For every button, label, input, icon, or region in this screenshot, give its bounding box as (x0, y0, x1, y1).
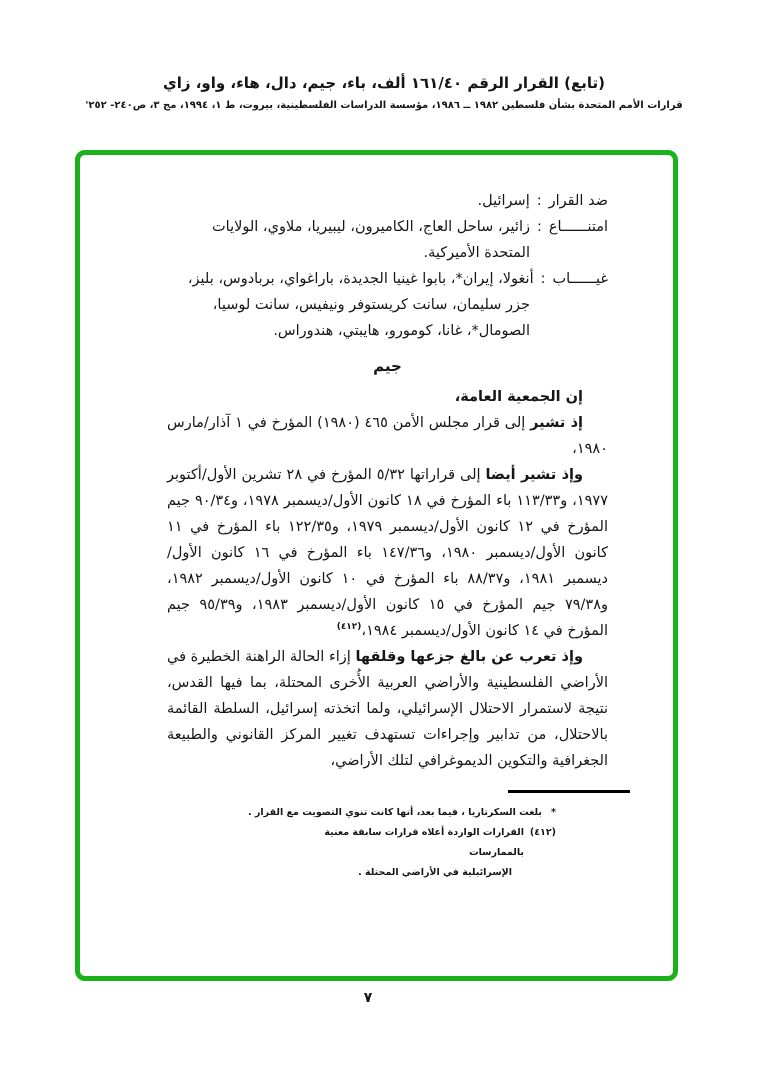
paragraph-text: إلى قرار مجلس الأمن ٤٦٥ (١٩٨٠) المؤرخ في ١ آذار/مارس ١٩٨٠، (167, 415, 608, 457)
paragraph-lead: إن الجمعية العامة، (454, 389, 583, 405)
paragraph-lead: وإذ تعرب عن بالغ جزعها وقلقها (355, 649, 583, 665)
resolution-box (75, 150, 678, 981)
paragraph-assembly (167, 384, 608, 410)
paragraph-lead: وإذ تشير أيضا (485, 467, 583, 483)
paragraph-text: إزاء الحالة الراهنة الخطيرة في الأراضي الفلسطينية والأراضي العربية الأُخرى المحتلة، بما فيها القدس، نتيجة لاستمرار الاحتلال الإسرائيلي، ولما اتخذته إسرائيل، السلطة القائمة بالاحتلال، من تدابير وإجراءات تستهدف تغيير المركز القانوني والطبيعة الجغرافية والتكوين الديموغرافي لتلك الأراضي، (167, 649, 608, 769)
paragraph-recalling-also (167, 462, 608, 644)
vote-against-value: إسرائيل. (477, 193, 530, 209)
resolution-title: (تابع) القرار الرقم ١٦١/٤٠ ألف، باء، جيم، دال، هاء، واو، زاي (162, 74, 606, 92)
source-citation: قرارات الأمم المتحدة بشأن فلسطين ١٩٨٢ ــ ١٩٨٦، مؤسسة الدراسات الفلسطينية، بيروت، ط ١، ١٩٩٤، مج ٣، ص٢٤٠- ٢٥٢' (85, 100, 683, 111)
vote-colon: : (540, 271, 546, 287)
page-number: ٧ (363, 990, 373, 1006)
footnote-412-marker: (٤١٢) (529, 827, 556, 838)
vote-row-absent (167, 266, 608, 344)
footnote-412-line2: الإسرائيلية في الأراضي المحتلة . (358, 867, 512, 878)
footnote-412 (320, 823, 556, 883)
vote-row-against (167, 188, 608, 214)
footnotes-block (248, 803, 556, 883)
vote-absent-label: غيــــــاب (552, 271, 608, 287)
vote-abstain-value: زائير، ساحل العاج، الكاميرون، ليبيريا، ملاوي، الولايات المتحدة الأميركية. (212, 219, 530, 261)
footnote-412-line1: القرارات الواردة أعلاه قرارات سابقة معنية بالممارسات (324, 827, 524, 858)
vote-colon: : (537, 219, 542, 235)
footnote-separator-rule (508, 790, 630, 793)
paragraph-lead: إذ تشير (530, 415, 583, 431)
footnote-reference-412: (٤١٢) (336, 622, 362, 633)
footnote-412-text (320, 823, 524, 883)
vote-colon: : (536, 193, 542, 209)
paragraph-recalling (167, 410, 608, 462)
resolution-content (85, 160, 668, 971)
section-heading-jeem: جيم (373, 357, 402, 375)
vote-abstain-label: امتنــــــاع (548, 219, 608, 235)
vote-against-label: ضد القرار (548, 193, 608, 209)
footnote-star-marker: * (551, 807, 556, 818)
footnote-star-text: بلغت السكرتاريا ، فيما بعد، أنها كانت تنوي التصويت مع القرار . (248, 807, 542, 818)
footnote-star (248, 803, 556, 823)
vote-row-abstain (167, 214, 608, 266)
vote-absent-value: أنغولا، إيران*، بابوا غينيا الجديدة، باراغواي، بربادوس، بليز، جزر سليمان، سانت كريستوفر ونيفيس، سانت لوسيا، الصومال*، غانا، كومورو، هايبتي، هندوراس. (187, 271, 534, 339)
paragraph-alarm (167, 644, 608, 774)
page-header (0, 74, 768, 111)
paragraph-text: إلى قراراتها ٥/٣٢ المؤرخ في ٢٨ تشرين الأول/أكتوبر ١٩٧٧، و١١٣/٣٣ باء المؤرخ في ١٨ كانون الأول/ديسمبر ١٩٧٨، و٩٠/٣٤ جيم المؤرخ في ١٢ كانون الأول/ديسمبر ١٩٧٩، و١٢٢/٣٥ باء المؤرخ في ١١ كانون الأول/ديسمبر ١٩٨٠، و١٤٧/٣٦ باء المؤرخ في ١٦ كانون الأول/ديسمبر ١٩٨١، و٨٨/٣٧ باء المؤرخ في ١٠ كانون الأول/ديسمبر ١٩٨٢، و٧٩/٣٨ جيم المؤرخ في ١٥ كانون الأول/ديسمبر ١٩٨٣، و٩٥/٣٩ جيم المؤرخ في ١٤ كانون الأول/ديسمبر ١٩٨٤، (167, 467, 609, 639)
